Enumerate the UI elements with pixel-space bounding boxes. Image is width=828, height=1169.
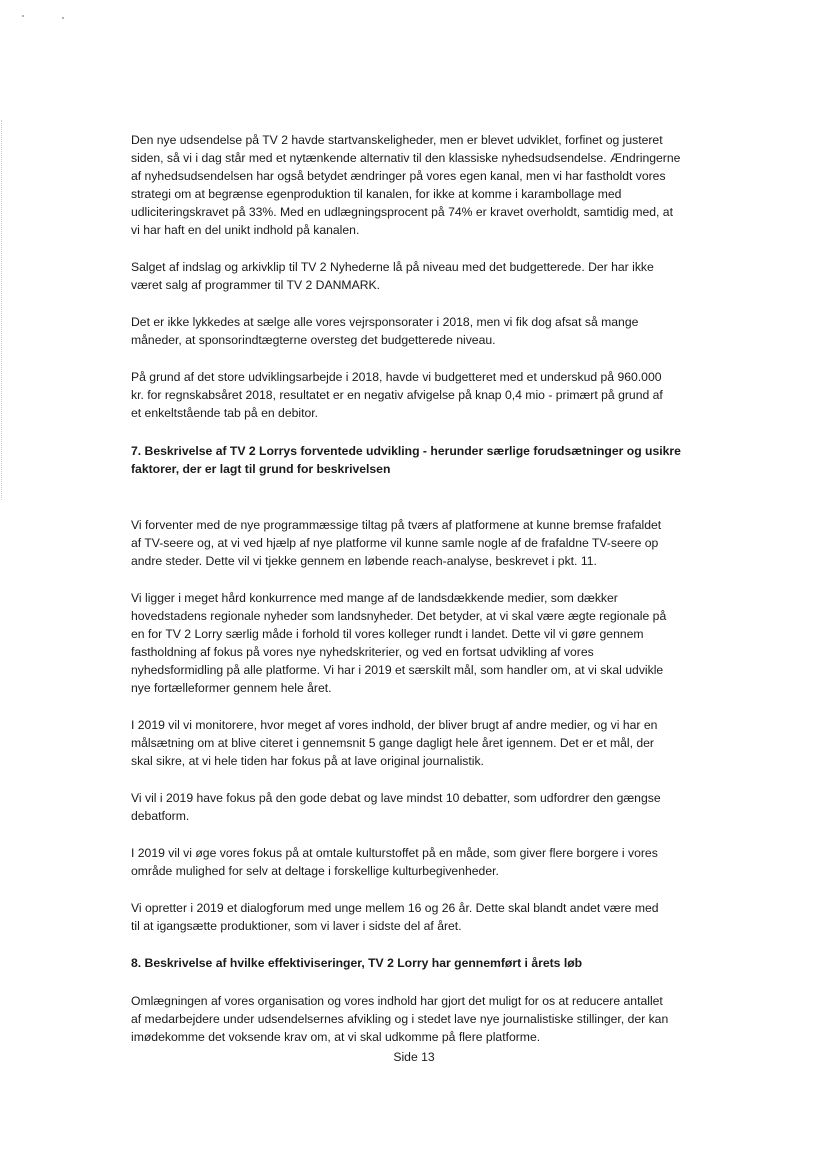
page-number: Side 13	[393, 1050, 435, 1064]
scan-speck	[62, 17, 64, 19]
paragraph-budget-result: På grund af det store udviklingsarbejde i 2018, havde vi budgetteret med et underskud på 960.000 kr. for regnskabsåret 2018, resultatet er en negativ afvigelse på knap 0,4 mio - primært på grund af et enkeltstående tab på en debitor.	[131, 370, 663, 420]
paragraph-sales: Salget af indslag og arkivklip til TV 2 Nyhederne lå på niveau med det budgetterede. Der har ikke været salg af programmer til TV 2 DANMARK.	[131, 260, 654, 292]
paragraph-debate: Vi vil i 2019 have fokus på den gode debat og lave mindst 10 debatter, som udfordrer den gængse debatform.	[131, 791, 661, 823]
paragraph-monitoring: I 2019 vil vi monitorere, hvor meget af vores indhold, der bliver brugt af andre medier, og vi har en målsætning om at blive citeret i gennemsnit 5 gange dagligt hele året igennem. Det er et mål, der skal sikre, at vi hele tiden har fokus på at lave original journalistik.	[131, 718, 658, 768]
paragraph-sponsorships: Det er ikke lykkedes at sælge alle vores vejrsponsorater i 2018, men vi fik dog afsat så mange måneder, at sponsorindtægterne oversteg det budgetterede niveau.	[131, 315, 639, 347]
section-heading-8: 8. Beskrivelse af hvilke effektiviseringer, TV 2 Lorry har gennemført i årets løb	[131, 956, 583, 970]
scan-speck	[22, 15, 24, 17]
section-heading-7: 7. Beskrivelse af TV 2 Lorrys forventede udvikling - herunder særlige forudsætninger og usikre faktorer, der er lagt til grund for beskrivelsen	[131, 444, 681, 476]
scan-edge-artifact	[1, 120, 3, 500]
paragraph-efficiencies: Omlægningen af vores organisation og vores indhold har gjort det muligt for os at reducere antallet af medarbejdere under udsendelsernes afvikling og i stedet lave nye journalistiske stillinger, der kan imødekomme det voksende krav om, at vi skal udkomme på flere platforme.	[131, 994, 669, 1044]
paragraph-dialogue-forum: Vi opretter i 2019 et dialogforum med unge mellem 16 og 26 år. Dette skal blandt andet være med til at igangsætte produktioner, som vi laver i sidste del af året.	[131, 901, 659, 933]
paragraph-expectations: Vi forventer med de nye programmæssige tiltag på tværs af platformene at kunne bremse frafaldet af TV-seere og, at vi ved hjælp af nye platforme vil kunne samle nogle af de frafaldne TV-seere op andre steder. Dette vil vi tjekke gennem en løbende reach-analyse, beskrevet i pkt. 11.	[131, 518, 662, 568]
paragraph-competition: Vi ligger i meget hård konkurrence med mange af de landsdækkende medier, som dækker hovedstadens regionale nyheder som landsnyheder. Det betyder, at vi skal være ægte regionale på en for TV 2 Lorry særlig måde i forhold til vores kolleger rundt i landet. Dette vil vi gøre gennem fastholdning af fokus på vores nye nyhedskriterier, og ved en fortsat udvikling af vores nyhedsformidling på alle platforme. Vi har i 2019 et særskilt mål, som handler om, at vi skal udvikle nye fortælleformer gennem hele året.	[131, 591, 667, 695]
paragraph-channel-development: Den nye udsendelse på TV 2 havde startvanskeligheder, men er blevet udviklet, forfinet og justeret siden, så vi i dag står med et nytænkende alternativ til den klassiske nyhedsudsendelse. Ændringerne af nyhedsudsendelsen har også betydet ændringer på vores egen kanal, men vi har fastholdt vores strategi om at begrænse egenproduktion til kanalen, for ikke at komme i karambollage med udliciteringskravet på 33%. Med en udlægningsprocent på 74% er kravet overholdt, samtidig med, at vi har haft en del unikt indhold på kanalen.	[131, 133, 681, 237]
paragraph-culture: I 2019 vil vi øge vores fokus på at omtale kulturstoffet på en måde, som giver flere borgere i vores område mulighed for selv at deltage i forskellige kulturbegivenheder.	[131, 846, 658, 878]
document-body	[131, 131, 691, 1046]
